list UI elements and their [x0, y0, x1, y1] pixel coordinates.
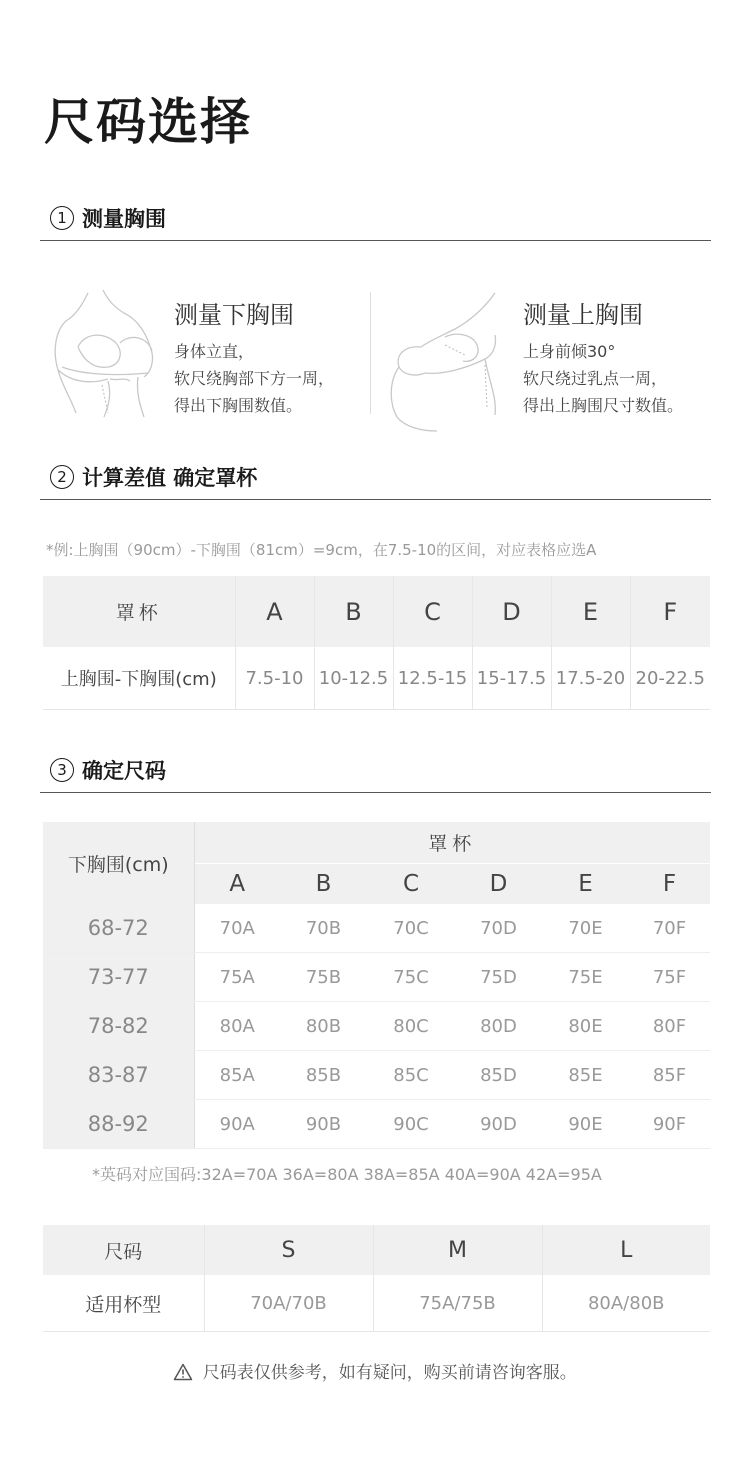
section-number-badge: 3 [50, 758, 74, 782]
table-row [43, 1100, 710, 1149]
cup-group-header: 罩杯 [194, 822, 710, 864]
size-cell: 80A [194, 1002, 280, 1051]
header-cell: M [373, 1225, 542, 1275]
section-divider [40, 240, 711, 241]
size-cell: 80C [367, 1002, 455, 1051]
cup-header: A [194, 864, 280, 905]
size-cell: 75E [542, 953, 629, 1002]
size-cell: 80D [455, 1002, 542, 1051]
header-cell: 罩杯 [43, 576, 235, 647]
under-bust-figure [48, 285, 168, 420]
instruction-line: 软尺绕胸部下方一周， [174, 369, 335, 388]
size-cell: 75A [194, 953, 280, 1002]
size-cell: 80E [542, 1002, 629, 1051]
header-cell: L [542, 1225, 710, 1275]
size-table-corner: 下胸围(cm) [43, 822, 194, 904]
header-cell: D [472, 576, 551, 647]
size-cell: 85D [455, 1051, 542, 1100]
table-cell: 75A/75B [373, 1275, 542, 1332]
section-size-heading [50, 755, 166, 785]
size-cell: 70F [629, 904, 710, 953]
cup-header: D [455, 864, 542, 905]
header-cell: B [314, 576, 393, 647]
size-cell: 70E [542, 904, 629, 953]
cup-header: E [542, 864, 629, 905]
table-cell: 12.5-15 [393, 647, 472, 710]
size-cell: 90E [542, 1100, 629, 1149]
table-row [43, 1051, 710, 1100]
table-cell: 80A/80B [542, 1275, 710, 1332]
over-bust-heading: 测量上胸围 [523, 301, 643, 329]
instruction-line: 得出上胸围尺寸数值。 [523, 396, 684, 415]
header-cell: A [235, 576, 314, 647]
instruction-line: 得出下胸围数值。 [174, 396, 303, 415]
table-cell: 17.5-20 [551, 647, 630, 710]
example-note: *例:上胸围（90cm）-下胸围（81cm）=9cm，在7.5-10的区间，对应表格应选A [46, 541, 597, 559]
section-measure-heading [50, 203, 166, 233]
size-cell: 85F [629, 1051, 710, 1100]
table-cell: 10-12.5 [314, 647, 393, 710]
size-cell: 80B [280, 1002, 367, 1051]
conversion-note: *英码对应国码:32A=70A 36A=80A 38A=85A 40A=90A 42A=95A [92, 1165, 602, 1184]
fit-table-header [43, 1225, 710, 1275]
size-cell: 90B [280, 1100, 367, 1149]
row-range: 83-87 [43, 1051, 194, 1100]
header-cell: S [204, 1225, 373, 1275]
section-number-badge: 2 [50, 465, 74, 489]
row-label: 适用杯型 [43, 1275, 204, 1332]
over-bust-instructions [523, 338, 683, 419]
section-cup-heading [50, 462, 257, 492]
cup-table [43, 576, 710, 710]
section-title: 确定尺码 [82, 759, 166, 783]
table-row [43, 953, 710, 1002]
cup-header: B [280, 864, 367, 905]
page-title: 尺码选择 [44, 93, 252, 151]
size-cell: 75B [280, 953, 367, 1002]
row-range: 88-92 [43, 1100, 194, 1149]
section-number-badge: 1 [50, 206, 74, 230]
size-cell: 75F [629, 953, 710, 1002]
size-cell: 80F [629, 1002, 710, 1051]
size-cell: 90D [455, 1100, 542, 1149]
cup-header: F [629, 864, 710, 905]
table-cell: 70A/70B [204, 1275, 373, 1332]
size-cell: 90A [194, 1100, 280, 1149]
table-row [43, 1275, 710, 1332]
size-cell: 70A [194, 904, 280, 953]
instruction-line: 身体立直， [174, 342, 255, 361]
row-label: 上胸围-下胸围(cm) [43, 647, 235, 710]
under-bust-heading: 测量下胸围 [174, 301, 294, 329]
fit-table [43, 1225, 710, 1332]
section-divider [40, 499, 711, 500]
size-table [43, 822, 710, 1149]
cup-header: C [367, 864, 455, 905]
table-row [43, 647, 710, 710]
cup-table-header [43, 576, 710, 647]
row-range: 73-77 [43, 953, 194, 1002]
table-cell: 20-22.5 [630, 647, 710, 710]
size-cell: 85A [194, 1051, 280, 1100]
warning-icon [173, 1363, 193, 1381]
disclaimer [0, 1358, 750, 1383]
instruction-line: 上身前倾30° [523, 342, 616, 361]
size-cell: 90F [629, 1100, 710, 1149]
size-cell: 75C [367, 953, 455, 1002]
table-cell: 15-17.5 [472, 647, 551, 710]
section-divider [40, 792, 711, 793]
section-title: 计算差值 确定罩杯 [82, 466, 258, 490]
size-cell: 90C [367, 1100, 455, 1149]
header-cell: E [551, 576, 630, 647]
under-bust-instructions [174, 338, 334, 419]
row-range: 78-82 [43, 1002, 194, 1051]
figure-divider [370, 292, 371, 414]
size-cell: 70D [455, 904, 542, 953]
table-row [43, 1002, 710, 1051]
size-cell: 85E [542, 1051, 629, 1100]
table-cell: 7.5-10 [235, 647, 314, 710]
size-cell: 85C [367, 1051, 455, 1100]
size-cell: 70C [367, 904, 455, 953]
row-range: 68-72 [43, 904, 194, 953]
section-title: 测量胸围 [82, 207, 166, 231]
instruction-line: 软尺绕过乳点一周， [523, 369, 668, 388]
header-cell: 尺码 [43, 1225, 204, 1275]
header-cell: C [393, 576, 472, 647]
size-cell: 75D [455, 953, 542, 1002]
header-cell: F [630, 576, 710, 647]
size-cell: 70B [280, 904, 367, 953]
size-cell: 85B [280, 1051, 367, 1100]
over-bust-figure [385, 285, 505, 435]
disclaimer-text: 尺码表仅供参考，如有疑问，购买前请咨询客服。 [202, 1363, 577, 1383]
table-row [43, 904, 710, 953]
